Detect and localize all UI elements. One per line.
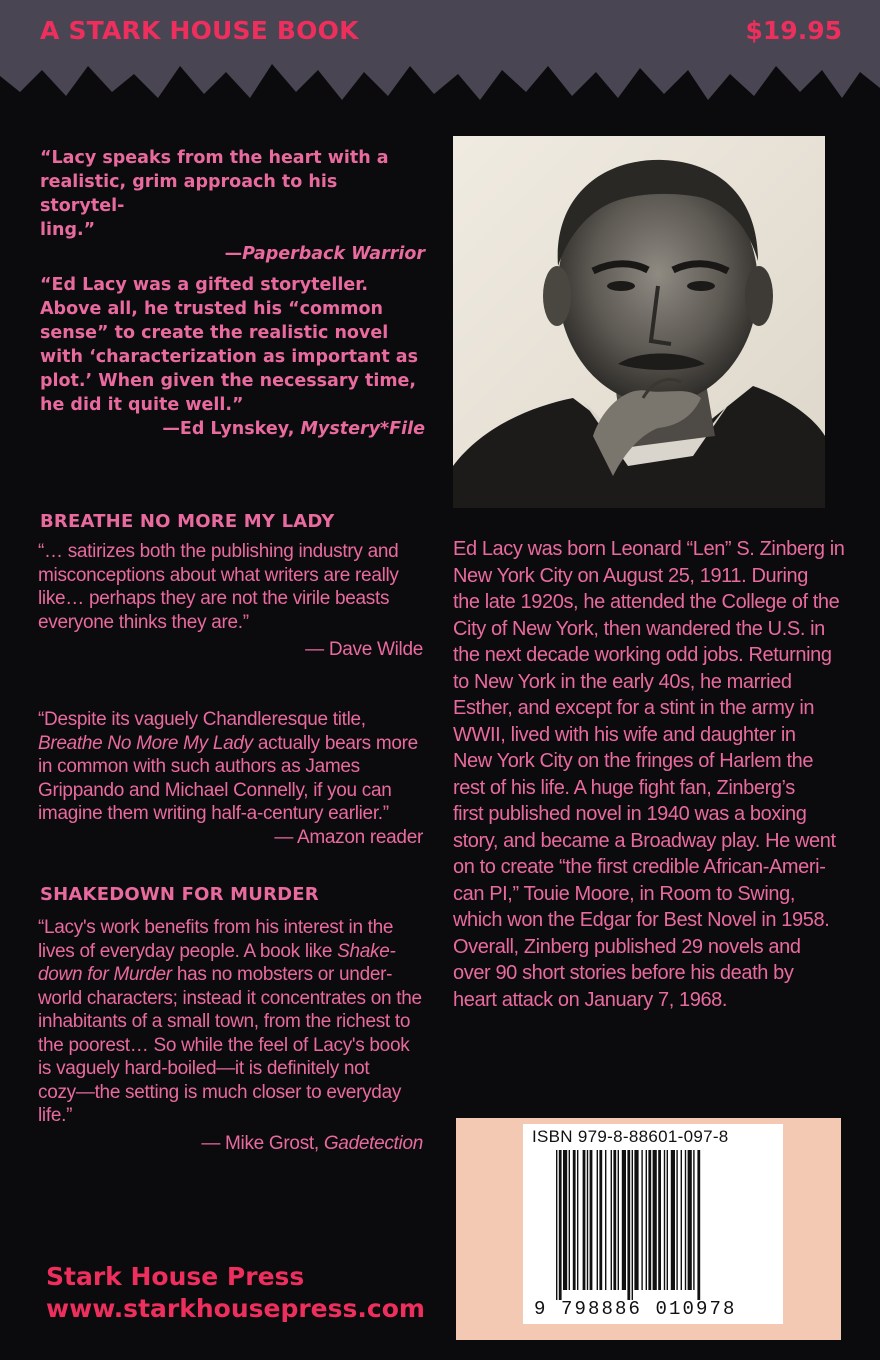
- quote-line: plot.’ When given the necessary time,: [40, 371, 417, 391]
- barcode-bar: [693, 1150, 694, 1290]
- bio-line: Overall, Zinberg published 29 novels and: [453, 935, 801, 958]
- quote-line: in common with such authors as James: [38, 756, 360, 777]
- review-quote-amazon: [38, 708, 423, 849]
- bio-line: story, and became a Broadway play. He went: [453, 829, 836, 852]
- barcode-bar: [667, 1150, 668, 1290]
- publisher-brand: A STARK HOUSE BOOK: [40, 16, 359, 45]
- barcode-bar: [632, 1150, 633, 1300]
- barcode-bar: [597, 1150, 598, 1290]
- barcode-bar: [559, 1150, 562, 1300]
- quote-line: misconceptions about what writers are really: [38, 564, 399, 586]
- barcode-bars: [556, 1150, 770, 1300]
- barcode-bar: [634, 1150, 638, 1290]
- barcode-bar: [688, 1150, 692, 1290]
- barcode-bar: [627, 1150, 630, 1300]
- bio-line: which won the Edgar for Best Novel in 1958.: [453, 909, 830, 931]
- barcode-bar: [681, 1150, 682, 1290]
- review-quote-mike-grost: [38, 916, 423, 1155]
- barcode-digits: 9 798886 010978: [534, 1298, 737, 1320]
- quote-attribution: — Dave Wilde: [305, 639, 423, 660]
- barcode-bar: [653, 1150, 657, 1290]
- bio-line: the late 1920s, he attended the College of the: [453, 591, 840, 613]
- quote-line: everyone thinks they are.”: [38, 611, 249, 633]
- press-url[interactable]: www.starkhousepress.com: [46, 1294, 425, 1323]
- quote-line: the poorest… So while the feel of Lacy's book: [38, 1034, 410, 1056]
- quote-line: “Lacy speaks from the heart with a: [40, 148, 389, 168]
- barcode-bar: [671, 1150, 675, 1290]
- bio-line: New York City on the fringes of Harlem the: [453, 750, 814, 772]
- barcode-bar: [641, 1150, 642, 1290]
- author-photo: [453, 136, 825, 508]
- quote-attribution: — Amazon reader: [274, 826, 423, 848]
- barcode-bar: [685, 1150, 686, 1290]
- quote-line: lives of everyday people. A book like Shake-: [38, 940, 396, 962]
- bio-line: New York City on August 25, 1911. During: [453, 564, 808, 587]
- quote-line: life.”: [38, 1105, 73, 1126]
- barcode-bar: [590, 1150, 593, 1290]
- quote-line: “… satirizes both the publishing industry and: [38, 541, 399, 562]
- barcode-bar: [577, 1150, 578, 1290]
- quote-line: cozy—the setting is much closer to everyday: [38, 1081, 402, 1103]
- bio-line: heart attack on January 7, 1968.: [453, 988, 728, 1011]
- quote-line: with ‘characterization as important as: [40, 347, 419, 367]
- bio-line: can PI,” Touie Moore, in Room to Swing,: [453, 882, 795, 905]
- isbn-text: ISBN 979-8-88601-097-8: [532, 1127, 729, 1146]
- barcode-bar: [583, 1150, 586, 1290]
- barcode-bar: [646, 1150, 647, 1290]
- press-name: Stark House Press: [46, 1262, 305, 1291]
- quote-line: Breathe No More My Lady actually bears more: [38, 732, 418, 754]
- author-bio: [453, 536, 845, 1013]
- barcode-bar: [556, 1150, 557, 1300]
- quote-line: sense” to create the realistic novel: [40, 323, 389, 343]
- quote-line: inhabitants of a small town, from the richest to: [38, 1011, 411, 1032]
- review-quote-1: [40, 146, 425, 266]
- barcode-bar: [599, 1150, 602, 1290]
- bio-line: over 90 short stories before his death by: [453, 962, 794, 984]
- section-heading-breathe: BREATHE NO MORE MY LADY: [40, 511, 335, 532]
- quote-line: Above all, he trusted his “common: [40, 299, 383, 319]
- barcode-bar: [587, 1150, 588, 1290]
- barcode-bar: [658, 1150, 661, 1290]
- barcode-bar: [569, 1150, 570, 1290]
- bio-line: rest of his life. A huge fight fan, Zinberg’s: [453, 776, 795, 799]
- barcode-bar: [613, 1150, 616, 1290]
- bio-line: Esther, and except for a stint in the army in: [453, 697, 815, 719]
- bio-line: Ed Lacy was born Leonard “Len” S. Zinberg in: [453, 538, 845, 560]
- quote-line: he did it quite well.”: [40, 395, 244, 415]
- barcode-bar: [697, 1150, 700, 1300]
- barcode-bar: [676, 1150, 677, 1290]
- quote-attribution: —Ed Lynskey, Mystery*File: [162, 419, 425, 439]
- quote-line: “Ed Lacy was a gifted storyteller.: [40, 275, 369, 295]
- author-portrait-image: [453, 136, 825, 508]
- quote-line: imagine them writing half-a-century earlier.”: [38, 803, 389, 824]
- barcode-bar: [648, 1150, 651, 1290]
- barcode-bar: [605, 1150, 606, 1290]
- barcode-bar: [611, 1150, 612, 1290]
- barcode-bar: [563, 1150, 567, 1290]
- barcode-bar: [618, 1150, 619, 1290]
- barcode-bar: [573, 1150, 576, 1290]
- quote-line: realistic, grim approach to his storytel-: [40, 172, 338, 216]
- bio-line: first published novel in 1940 was a boxing: [453, 803, 807, 825]
- bio-line: to New York in the early 40s, he married: [453, 670, 792, 693]
- quote-line: “Despite its vaguely Chandleresque title,: [38, 709, 366, 730]
- quote-attribution: —Paperback Warrior: [224, 244, 425, 264]
- quote-line: ling.”: [40, 220, 96, 240]
- barcode-bar: [664, 1150, 665, 1290]
- price-label: $19.95: [745, 16, 842, 45]
- bio-line: the next decade working odd jobs. Returning: [453, 644, 832, 666]
- quote-line: Grippando and Michael Connelly, if you can: [38, 779, 392, 801]
- barcode-bar: [622, 1150, 626, 1290]
- section-heading-shakedown: SHAKEDOWN FOR MURDER: [40, 884, 319, 905]
- quote-line: is vaguely hard-boiled—it is definitely not: [38, 1058, 370, 1079]
- quote-line: “Lacy's work benefits from his interest in the: [38, 917, 394, 938]
- quote-line: down for Murder has no mobsters or under-: [38, 964, 393, 985]
- review-quote-2: [40, 273, 425, 441]
- quote-attribution: — Mike Grost, Gadetection: [201, 1132, 423, 1154]
- quote-line: world characters; instead it concentrates on the: [38, 987, 422, 1009]
- bio-line: on to create “the first credible African-Ameri-: [453, 856, 826, 878]
- bio-line: City of New York, then wandered the U.S. in: [453, 617, 825, 640]
- review-quote-dave-wilde: [38, 540, 423, 662]
- quote-line: like… perhaps they are not the virile beasts: [38, 588, 390, 609]
- bio-line: WWII, lived with his wife and daughter in: [453, 723, 796, 746]
